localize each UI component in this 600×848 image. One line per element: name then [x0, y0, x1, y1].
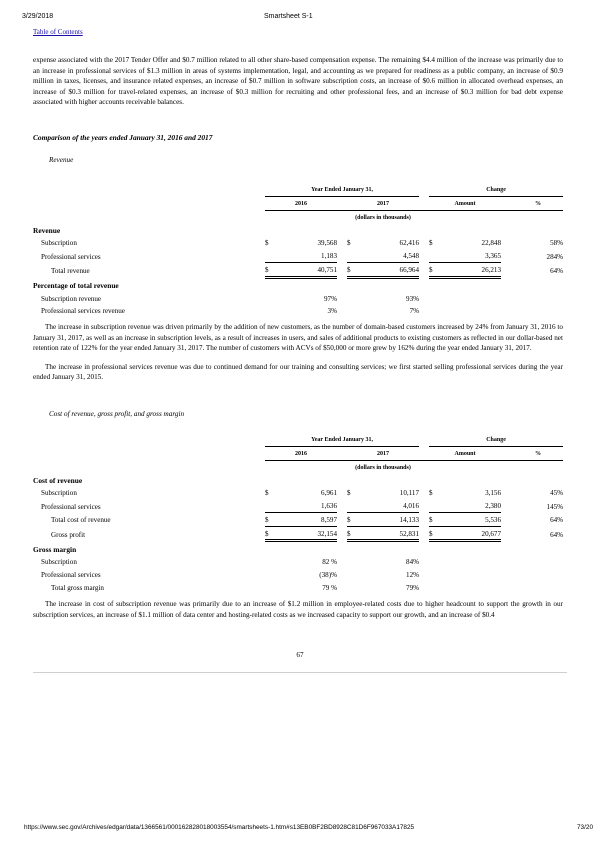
revenue-table-wrap: [33, 183, 563, 317]
cost-of-revenue-table: [33, 433, 563, 594]
cost-subheading-block: [49, 409, 579, 420]
table-row: Total gross margin 79 % 79%: [51, 583, 420, 592]
page-number: 67: [296, 651, 304, 659]
revenue-subheading-block: [49, 155, 579, 166]
col-pct: %: [513, 446, 563, 460]
intro-paragraph: expense associated with the 2017 Tender Offer and $0.7 million related to all other share-based compensation expense. The remaining $4.4 million of the increase was primarily due to an increase in professional services of $1.3 million in areas of systems implementation, legal, and accounting as we prepared for readiness as a public company, an increase of $0.9 million in taxes, licenses, and insurance related expenses, an increase of $0.7 million in software subscription costs, an increase of $0.6 million in allocated overhead expenses, an increase of $0.3 million for travel-related expenses, an increase of $0.3 million for recruiting and other professional fees, and an increase of $0.3 million for bad debt expense associated with higher accounts receivable balances.: [33, 56, 563, 107]
table-of-contents-link[interactable]: Table of Contents: [33, 28, 83, 36]
table-row: Professional services (38)% 12%: [41, 571, 420, 580]
table-row: Subscription $ 6,961 $ 10,117 $ 3,156 45%: [41, 489, 564, 498]
header-year-ended: Year Ended January 31,: [265, 433, 419, 446]
section-heading: Comparison of the years ended January 31, 2016 and 2017: [33, 133, 213, 142]
comparison-heading-block: [33, 133, 563, 144]
page-divider: [33, 672, 567, 673]
cost-table-wrap: [33, 433, 563, 594]
subscription-revenue-paragraph: The increase in subscription revenue was driven primarily by the addition of new customers, as the number of domain-based customers increased by 24% from January 31, 2016 to January 31, 2017, as well as an increase in subscription levels, as a result of increases in users, and sales of additional products to existing customers as reflected in our dollar-based net retention rate of 122% for the year ended January 31, 2017. The number of customers with ACVs of $50,000 or more grew by 162% during the year ended January 31, 2017.: [33, 323, 563, 353]
col-2016: 2016: [265, 446, 337, 460]
revenue-discussion: [33, 322, 563, 383]
col-2016: 2016: [265, 196, 337, 210]
col-pct: %: [513, 196, 563, 210]
col-amount: Amount: [429, 446, 501, 460]
col-amount: Amount: [429, 196, 501, 210]
table-row: Subscription 82 % 84%: [41, 558, 420, 567]
category-pct-total: Percentage of total revenue: [33, 280, 119, 290]
table-row: Professional services 1,183 4,548 3,365 284%: [33, 249, 563, 262]
cost-subheading: Cost of revenue, gross profit, and gross margin: [49, 410, 185, 418]
table-row-total: Total cost of revenue $ 8,597 $ 14,133 $ 5,536 64%: [33, 512, 563, 526]
table-row: Subscription $ 39,568 $ 62,416 $ 22,848 58%: [41, 239, 564, 248]
revenue-subheading: Revenue: [49, 156, 74, 164]
table-row: Professional services 1,636 4,016 2,380 145%: [33, 499, 563, 512]
revenue-table: [33, 183, 563, 317]
table-row: Subscription revenue 97% 93%: [41, 294, 420, 303]
category-cost-of-revenue: Cost of revenue: [33, 475, 83, 485]
print-footer-url: https://www.sec.gov/Archives/edgar/data/1366561/000162828018003554/smartsheets-1.htm#s13EB0BF2BD8928C81D6F967033A17825: [24, 824, 415, 831]
category-gross-margin: Gross margin: [33, 544, 77, 554]
col-2017: 2017: [347, 446, 419, 460]
intro-section: [33, 55, 563, 108]
table-row: Professional services revenue 3% 7%: [41, 307, 420, 316]
col-2017: 2017: [347, 196, 419, 210]
table-row-gross-profit: Gross profit $ 32,154 $ 52,831 $ 20,677 64%: [33, 526, 563, 541]
print-title: Smartsheet S-1: [264, 13, 313, 20]
header-change: Change: [429, 433, 563, 446]
professional-services-paragraph: The increase in professional services revenue was due to continued demand for our training and consulting services; we first started selling professional services during the year ended January 31, 2015.: [33, 362, 563, 382]
table-row-total: Total revenue $ 40,751 $ 66,964 $ 26,213 64%: [33, 262, 563, 277]
units-note: (dollars in thousands): [355, 464, 411, 471]
cost-discussion: [33, 599, 563, 620]
header-change: Change: [429, 183, 563, 196]
category-revenue: Revenue: [33, 225, 61, 235]
print-date: 3/29/2018: [22, 13, 54, 20]
cost-of-subscription-paragraph: The increase in cost of subscription revenue was primarily due to an increase of $1.2 million in employee-related costs due to higher headcount to support the growth in our subscription services, an increase of $1.1 million of data center and hosting-related costs as we increased capacity to support our growth, and an increase of $0.4: [33, 600, 563, 619]
print-footer-page-count: 73/20: [577, 824, 593, 831]
units-note: (dollars in thousands): [355, 214, 411, 221]
header-year-ended: Year Ended January 31,: [265, 183, 419, 196]
